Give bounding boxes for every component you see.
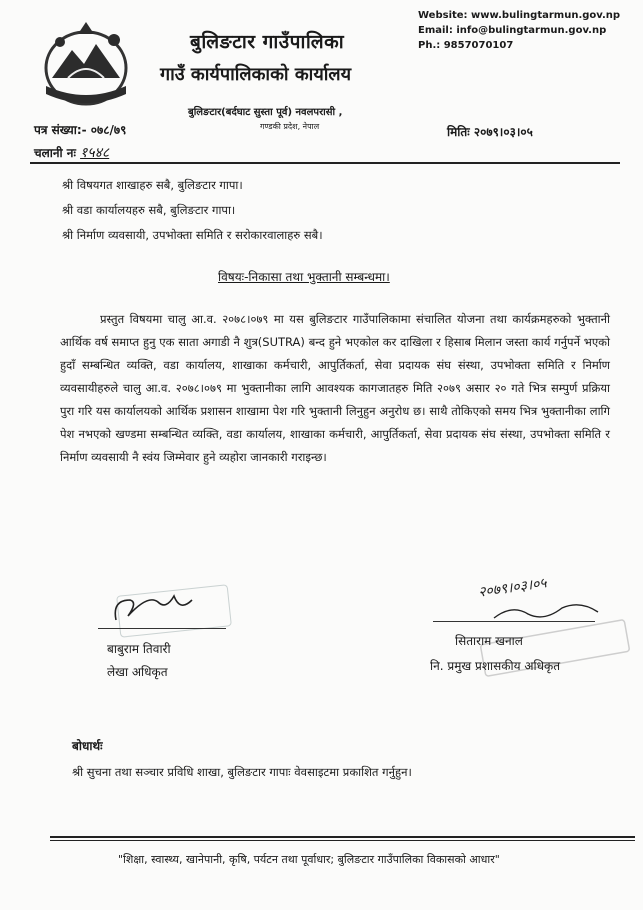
email-text[interactable]: Email: info@bulingtarmun.gov.np: [418, 25, 607, 36]
footer-divider: [50, 840, 635, 841]
date-label: मितिः: [447, 125, 470, 139]
letter-body: प्रस्तुत विषयमा चालु आ.व. २०७८।०७९ मा यस बुलिङटार गाउँपालिकामा संचालित योजना तथा कार्यक्रमहरुको भुक्तानी आर्थिक वर्ष समाप्त हुनु एक साता अगाडी नै शुत्र(SUTRA) बन्द हुने भएकोल कर दाखिला र हिसाब मिलान जस्ता कार्य गर्नुपर्ने भएको हुदाँ सम्बन्धित व्यक्ति, वडा कार्यालय, शाखाका कर्मचारी, आपुर्तिकर्ता, सेवा प्रदायक संघ संस्था, उपभोक्ता समिति र निर्माण व्यवसायीहरुले चालु आ.व. २०७८।०७९ मा भुक्तानीका लागि आवश्यक कागजातहरु मिति २०७९ असार २० गते भित्र सम्पुर्ण प्रक्रिया पुरा गरि यस कार्यालयको आर्थिक प्रशासन शाखामा पेश गरि भुक्तानी लिनुहुन अनुरोध छ। साथै तोकिएको समय भित्र भुक्तानीका लागि पेश नभएको खण्डमा सम्बन्धित व्यक्ति, वडा कार्यालय, शाखाका कर्मचारी, आपुर्तिकर्ता, सेवा प्रदायक संघ संस्था, उपभोक्ता समिति र निर्माण व्यवसायी नै स्वंय जिम्मेवार हुने व्यहोरा जानकारी गराइन्छ।: [60, 312, 610, 464]
date-value: २०७९।०३।०५: [473, 125, 533, 139]
municipality-emblem-icon: [38, 20, 134, 110]
office-region: गण्डकी प्रदेश, नेपाल: [260, 122, 320, 131]
signature-left-icon: [108, 586, 228, 630]
letter-subject: विषयः-निकासा तथा भुक्तानी सम्बन्धमा।: [218, 270, 390, 284]
signatory-right-title: नि. प्रमुख प्रशासकीय अधिकृत: [430, 659, 561, 673]
phone-text: Ph.: 9857070107: [418, 40, 514, 51]
contact-block: [418, 8, 620, 53]
website-text[interactable]: Website: www.bulingtarmun.gov.np: [418, 10, 621, 21]
letter-date: [447, 123, 533, 140]
municipality-title: बुलिङटार गाउँपालिका: [190, 31, 345, 53]
footer-divider: [50, 836, 635, 838]
signature-line-left: [98, 628, 226, 629]
signature-line-right: [433, 621, 595, 622]
header-divider: [30, 162, 620, 164]
addressee-line: श्री निर्माण व्यवसायी, उपभोक्ता समिति र सरोकारवालाहरु सबै।: [62, 228, 323, 242]
dispatch-value: १५४८: [80, 145, 110, 161]
signatory-right-name: सिताराम खनाल: [455, 634, 523, 648]
cc-label: बोधार्थः: [72, 739, 103, 753]
signed-date: २०७९।०३।०५: [477, 575, 548, 601]
reference-label: पत्र संख्या:-: [34, 123, 87, 137]
office-title: गाउँ कार्यपालिकाको कार्यालय: [160, 64, 352, 85]
signatory-left-name: बाबुराम तिवारी: [107, 642, 171, 656]
addressee-line: श्री वडा कार्यालयहरु सबै, बुलिङटार गापा।: [62, 203, 236, 217]
office-address: बुलिङटार(बर्दघाट सुस्ता पूर्व) नवलपरासी ,: [188, 107, 343, 118]
cc-line: श्री सुचना तथा सञ्चार प्रविधि शाखा, बुलिङटार गापाः वेवसाइटमा प्रकाशित गर्नुहुन।: [72, 765, 412, 779]
signatory-left-title: लेखा अधिकृत: [107, 665, 168, 679]
reference-value: ०७८/७९: [90, 123, 127, 137]
dispatch-number: [34, 143, 109, 162]
dispatch-label: चलानी नः: [34, 146, 76, 160]
footer-slogan: "शिक्षा, स्वास्थ्य, खानेपानी, कृषि, पर्यटन तथा पूर्वाधार; बुलिङटार गाउँपालिका विकासको आधार": [118, 853, 500, 866]
reference-number: [34, 121, 126, 138]
addressee-line: श्री विषयगत शाखाहरु सबै, बुलिङटार गापा।: [62, 178, 243, 192]
